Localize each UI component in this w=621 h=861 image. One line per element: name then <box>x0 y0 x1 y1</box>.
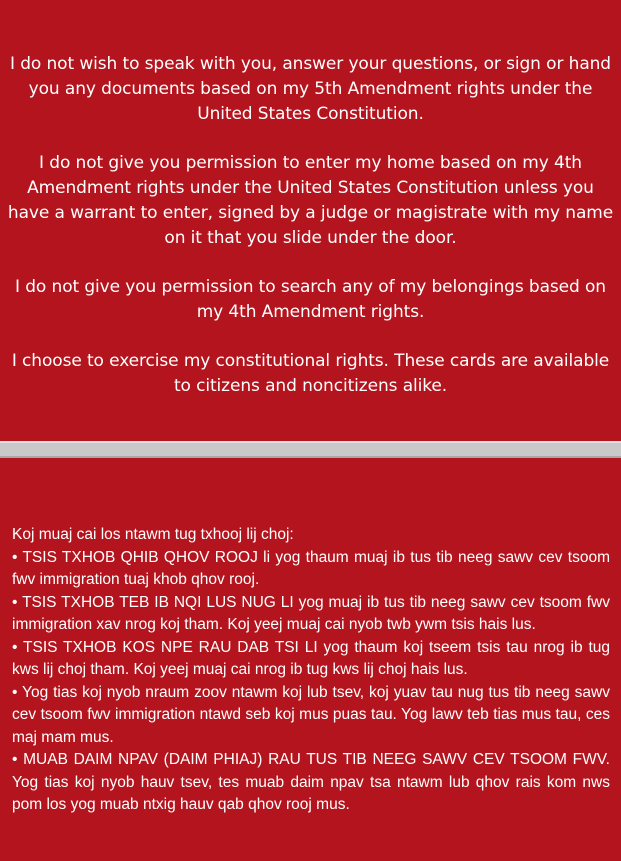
card-divider <box>0 441 621 458</box>
hmong-bullet-leave: • Yog tias koj nyob nraum zoov ntawm koj lub tsev, koj yuav tau nug tus tib neeg sawv cev tsoom fwv immigration ntawd seb koj mus puas tau. Yog lawv teb tias mus tau, ces maj mam mus. <box>12 683 610 746</box>
exercise-rights-paragraph: I choose to exercise my constitutional rights. These cards are available to citizens and noncitizens alike. <box>11 351 610 396</box>
fourth-amendment-search-paragraph: I do not give you permission to search any of my belongings based on my 4th Amendment rights. <box>15 277 606 322</box>
hmong-intro: Koj muaj cai los ntawm tug txhooj lij choj: <box>12 526 294 543</box>
hmong-rights-text <box>12 524 610 817</box>
hmong-bullet-door: • TSIS TXHOB QHIB QHOV ROOJ li yog thaum muaj ib tus tib neeg sawv cev tsoom fwv immigration tuaj khob qhov rooj. <box>12 548 610 588</box>
fourth-amendment-home-paragraph: I do not give you permission to enter my home based on my 4th Amendment rights under the United States Constitution unless you have a warrant to enter, signed by a judge or magistrate with my name on it that you slide under the door. <box>7 153 614 248</box>
hmong-bullet-sign: • TSIS TXHOB KOS NPE RAU DAB TSI LI yog thaum koj tseem tsis tau nrog ib tug kws lij choj tham. Koj yeej muaj cai nrog ib tug kws lij choj hais lus. <box>12 638 610 678</box>
hmong-bullet-card: • MUAB DAIM NPAV (DAIM PHIAJ) RAU TUS TIB NEEG SAWV CEV TSOOM FWV. Yog tias koj nyob hauv tsev, tes muab daim npav tsa ntawm lub qhov rais kom nws pom los yog muab ntxig hauv qab qhov rooj mus. <box>12 751 610 813</box>
english-rights-text <box>6 52 615 423</box>
fifth-amendment-paragraph: I do not wish to speak with you, answer your questions, or sign or hand you any documents based on my 5th Amendment rights under the United States Constitution. <box>9 54 612 124</box>
hmong-bullet-questions: • TSIS TXHOB TEB IB NQI LUS NUG LI yog muaj ib tus tib neeg sawv cev tsoom fwv immigration xav nrog koj tham. Koj yeej muaj cai nyob twb ywm tsis hais lus. <box>12 593 610 633</box>
